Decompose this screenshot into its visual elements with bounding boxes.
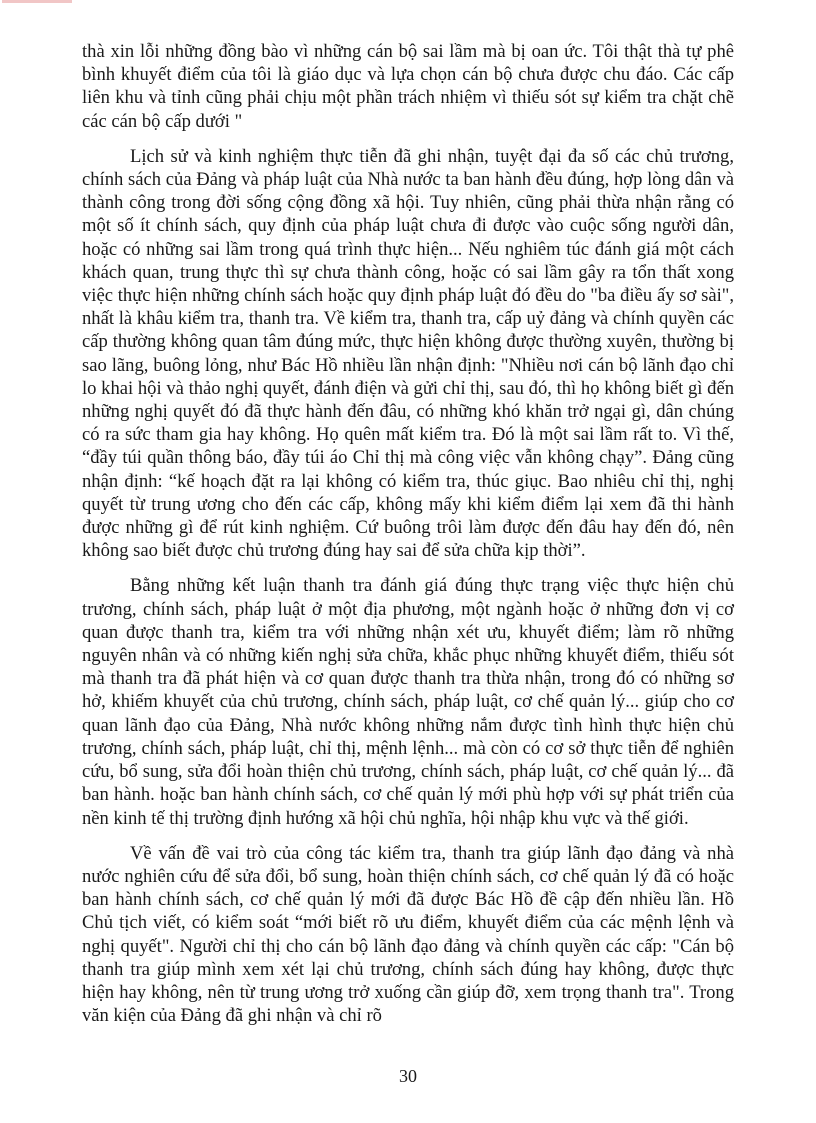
paragraph-1: thà xin lỗi những đồng bào vì những cán bộ sai lầm mà bị oan ức. Tôi thật thà tự phê bình khuyết điểm của tôi là giáo dục và lựa chọn cán bộ chưa được chu đáo. Các cấp liên khu và tỉnh cũng phải chịu một phần trách nhiệm vì thiếu sót sự kiểm tra chặt chẽ các cán bộ cấp dưới " xyxy=(82,41,734,132)
paragraph-4: Về vấn đề vai trò của công tác kiểm tra, thanh tra giúp lãnh đạo đảng và nhà nước nghiên cứu để sửa đổi, bổ sung, hoàn thiện chính sách, cơ chế quản lý đã có hoặc ban hành chính sách, cơ chế quản lý mới đã được Bác Hồ đề cập đến nhiều lần. Hồ Chủ tịch viết, có kiểm soát “mới biết rõ ưu điểm, khuyết điểm của các mệnh lệnh và nghị quyết". Người chỉ thị cho cán bộ lãnh đạo đảng và chính quyền các cấp: "Cán bộ thanh tra giúp mình xem xét lại chủ trương, chính sách đúng hay không, được thực hiện hay không, nên từ trung ương trở xuống cần giúp đỡ, xem trọng thanh tra". Trong văn kiện của Đảng đã ghi nhận và chỉ rõ xyxy=(82,842,734,1027)
paragraph-2: Lịch sử và kinh nghiệm thực tiễn đã ghi nhận, tuyệt đại đa số các chủ trương, chính sách của Đảng và pháp luật của Nhà nước ta ban hành đều đúng, hợp lòng dân và thành công trong đời sống cộng đồng xã hội. Tuy nhiên, cũng phải thừa nhận rằng có một số ít chính sách, quy định của pháp luật chưa đi được vào cuộc sống người dân, hoặc có những sai lầm trong quá trình thực hiện... Nếu nghiêm túc đánh giá một cách khách quan, trung thực thì sự chưa thành công, hoặc có sai lầm gây ra tổn thất xong việc thực hiện những chính sách hoặc quy định pháp luật đó đều do "ba điều ấy sơ sài", nhất là khâu kiểm tra, thanh tra. Về kiểm tra, thanh tra, cấp uỷ đảng và chính quyền các cấp thường không quan tâm đúng mức, thực hiện không được thường xuyên, thường bị sao lãng, buông lỏng, như Bác Hồ nhiều lần nhận định: "Nhiều nơi cán bộ lãnh đạo chỉ lo khai hội và thảo nghị quyết, đánh điện và gửi chỉ thị, sau đó, thì họ không biết gì đến những nghị quyết đó đã thực hành đến đâu, có những khó khăn trở ngại gì, dân chúng có ra sức tham gia hay không. Họ quên mất kiểm tra. Đó là một sai lầm rất to. Vì thế, “đầy túi quần thông báo, đầy túi áo Chỉ thị mà công việc vẫn không chạy”. Đảng cũng nhận định: “kế hoạch đặt ra lại không có kiểm tra, thúc giục. Bao nhiêu chỉ thị, nghị quyết từ trung ương cho đến các cấp, không mấy khi kiểm điểm lại xem đã thi hành được những gì để rút kinh nghiệm. Cứ buông trôi làm được đến đâu hay đến đó, nên không sao biết được chủ trương đúng hay sai để sửa chữa kịp thời”. xyxy=(82,145,734,562)
document-body xyxy=(82,40,734,1039)
page-number: 30 xyxy=(399,1066,417,1086)
scan-artifact-mark xyxy=(2,0,72,3)
paragraph-3: Bằng những kết luận thanh tra đánh giá đúng thực trạng việc thực hiện chủ trương, chính sách, pháp luật ở một địa phương, một ngành hoặc ở những đơn vị cơ quan được thanh tra, kiểm tra với những nhận xét ưu, khuyết điểm; làm rõ những nguyên nhân và có những kiến nghị sửa chữa, khắc phục những khuyết điểm, thiếu sót mà thanh tra đã phát hiện và cơ quan được thanh tra thừa nhận, trong đó có những sơ hở, khiếm khuyết của chủ trương, chính sách, pháp luật, cơ chế quản lý... giúp cho cơ quan lãnh đạo của Đảng, Nhà nước không những nắm được tình hình thực hiện chủ trương, chính sách, pháp luật, chỉ thị, mệnh lệnh... mà còn có cơ sở thực tiễn để nghiên cứu, bổ sung, sửa đổi hoàn thiện chủ trương, chính sách, pháp luật, cơ chế quản lý... đã ban hành. hoặc ban hành chính sách, cơ chế quản lý mới phù hợp với sự phát triển của nền kinh tế thị trường định hướng xã hội chủ nghĩa, hội nhập khu vực và thế giới. xyxy=(82,575,734,829)
